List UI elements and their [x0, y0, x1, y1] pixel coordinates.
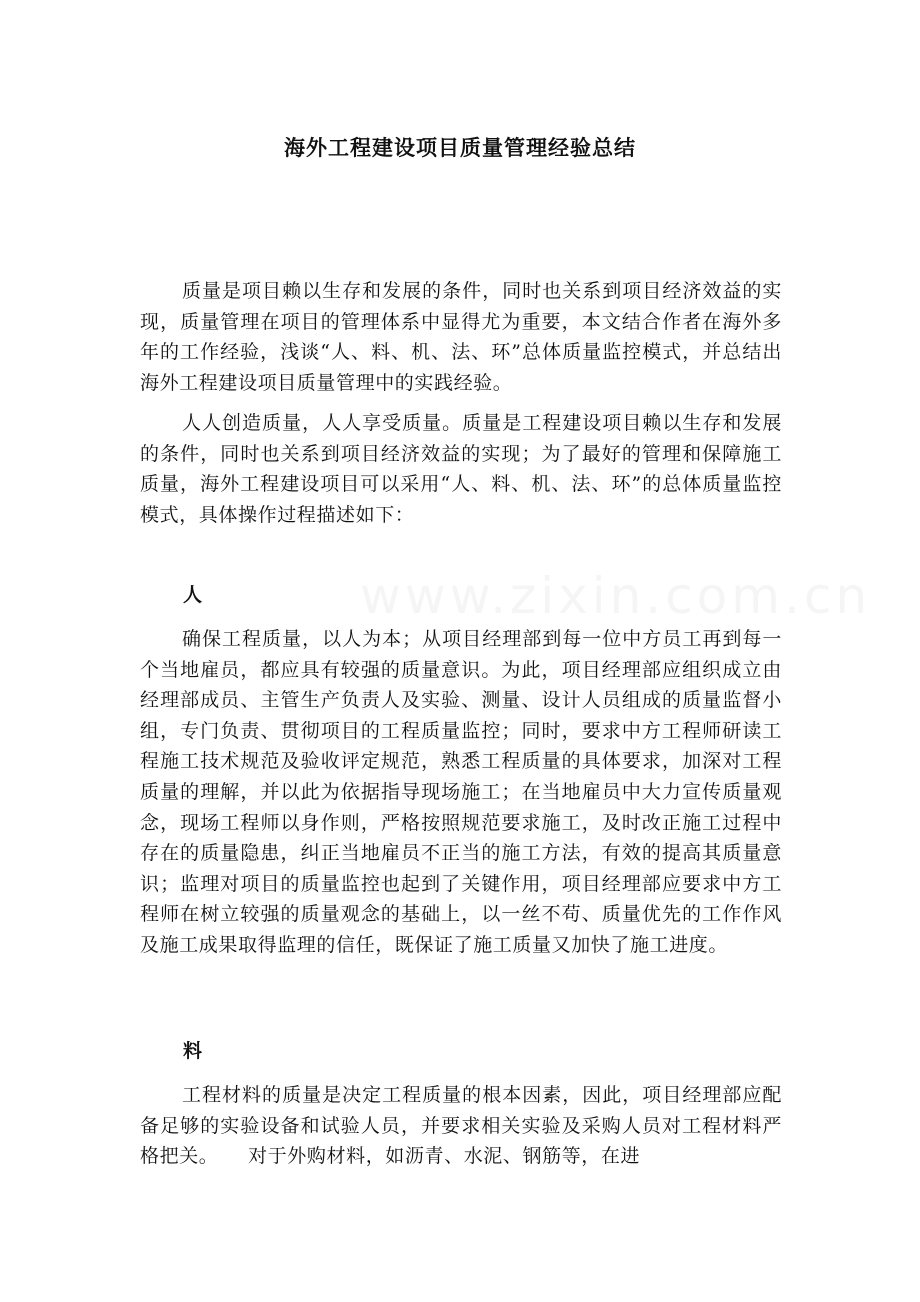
intro-paragraph-2: 人人创造质量，人人享受质量。质量是工程建设项目赖以生存和发展的条件，同时也关系到项目经济效益的实现；为了最好的管理和保障施工质量，海外工程建设项目可以采用“人、料、机、法、环”的总体质量监控模式，具体操作过程描述如下：: [140, 412, 782, 526]
document-title: 海外工程建设项目质量管理经验总结: [284, 135, 636, 160]
section-heading-ren: 人: [183, 584, 203, 606]
section-body-ren: 确保工程质量，以人为本；从项目经理部到每一位中方员工再到每一个当地雇员，都应具有较强的质量意识。为此，项目经理部应组织成立由经理部成员、主管生产负责人及实验、测量、设计人员组成的质量监督小组，专门负责、贯彻项目的工程质量监控；同时，要求中方工程师研读工程施工技术规范及验收评定规范，熟悉工程质量的具体要求，加深对工程质量的理解，并以此为依据指导现场施工；在当地雇员中大力宣传质量观念，现场工程师以身作则，严格按照规范要求施工，及时改正施工过程中存在的质量隐患，纠正当地雇员不正当的施工方法，有效的提高其质量意识；监理对项目的质量监控也起到了关键作用，项目经理部应要求中方工程师在树立较强的质量观念的基础上，以一丝不苟、质量优先的工作作风及施工成果取得监理的信任，既保证了施工质量又加快了施工进度。: [140, 628, 782, 956]
intro-paragraph-1: 质量是项目赖以生存和发展的条件，同时也关系到项目经济效益的实现，质量管理在项目的管理体系中显得尤为重要，本文结合作者在海外多年的工作经验，浅谈“人、料、机、法、环”总体质量监控模式，并总结出海外工程建设项目质量管理中的实践经验。: [140, 280, 782, 394]
watermark: www.zixin.com.cn: [360, 567, 872, 625]
section-heading-liao: 料: [183, 1040, 203, 1062]
section-body-liao: 工程材料的质量是决定工程质量的根本因素，因此，项目经理部应配备足够的实验设备和试验人员，并要求相关实验及采购人员对工程材料严格把关。 对于外购材料，如沥青、水泥、钢筋等，在进: [140, 1084, 782, 1168]
